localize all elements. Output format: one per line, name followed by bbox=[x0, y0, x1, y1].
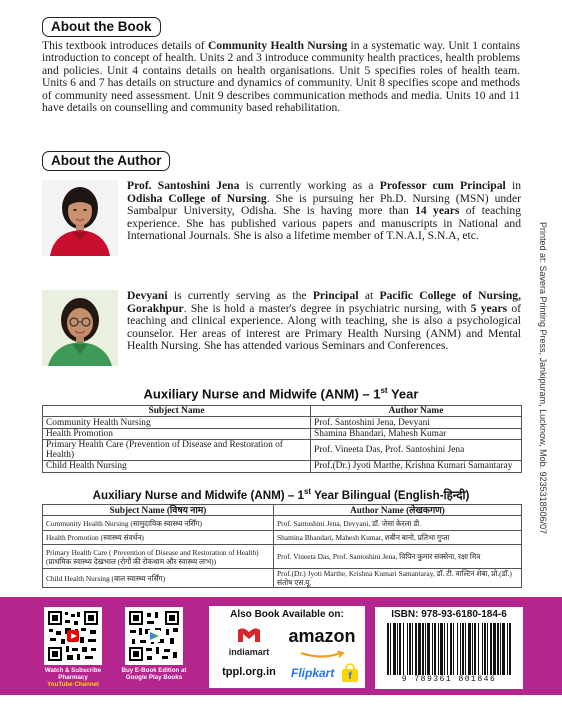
book-availability-box bbox=[209, 606, 365, 688]
barcode-bar bbox=[418, 623, 421, 675]
about-book-heading: About the Book bbox=[42, 17, 161, 37]
author-cell: Shamina Bhandari, Mahesh Kumar bbox=[311, 428, 522, 439]
barcode-bar bbox=[415, 623, 417, 675]
author-bio-santoshini-segment: in bbox=[505, 179, 521, 192]
author-bio-devyani bbox=[127, 290, 521, 353]
about-book-text-segment: Community Health Nursing bbox=[207, 39, 348, 52]
column-header-author: Author Name (लेखकगण) bbox=[274, 505, 522, 516]
barcode-bar bbox=[497, 623, 499, 675]
youtube-qr-label: Watch & Subscribe Pharmacy YouTube Channel bbox=[44, 667, 102, 688]
barcode-bar bbox=[507, 623, 508, 675]
barcode-bar bbox=[482, 623, 483, 675]
author-bio-santoshini-segment: . She is pursuing her Ph.D. Nursing (MSN) under Sambalpur University, Odisha. She is having more than bbox=[127, 191, 521, 218]
qr-code-icon bbox=[47, 610, 99, 662]
barcode-bar bbox=[444, 623, 445, 675]
table-row bbox=[43, 569, 522, 588]
svg-text:f: f bbox=[348, 671, 352, 682]
author-bio-devyani-segment: at bbox=[358, 289, 380, 302]
isbn-number: ISBN: 978-93-6180-184-6 bbox=[391, 609, 507, 620]
author-bio-santoshini-segment: Professor cum Principal bbox=[379, 179, 506, 192]
indiamart-logo-icon bbox=[236, 626, 262, 642]
flipkart-label: Flipkart bbox=[291, 666, 335, 680]
subject-cell: Health Promotion (स्वास्थ्य संवर्धन) bbox=[43, 531, 274, 545]
barcode-bar bbox=[434, 623, 436, 675]
author-cell: Shamina Bhandari, Mahesh Kumar, शबीन बानो, प्रतिभा गुप्ता bbox=[274, 531, 522, 545]
barcode-bar bbox=[465, 623, 466, 675]
stores-title: Also Book Available on: bbox=[230, 609, 344, 620]
author-bio-santoshini-segment: Prof. Santoshini Jena bbox=[127, 179, 240, 192]
author-bio-santoshini bbox=[127, 180, 521, 243]
column-header-author: Author Name bbox=[311, 406, 522, 417]
barcode-bar bbox=[493, 623, 496, 675]
barcode-bar bbox=[422, 623, 424, 675]
subject-cell: Health Promotion bbox=[43, 428, 311, 439]
amazon-label: amazon bbox=[288, 626, 356, 646]
author-bio-devyani-segment: Devyani bbox=[127, 289, 168, 302]
author-bio-devyani-segment: is currently serving as the bbox=[167, 289, 313, 302]
youtube-qr-code[interactable] bbox=[44, 607, 102, 665]
table-row bbox=[43, 417, 522, 428]
barcode-bar bbox=[474, 623, 476, 675]
barcode-bar bbox=[500, 623, 501, 675]
anm-subjects-table bbox=[42, 405, 522, 473]
printer-credit: Printed at: Savera Printing Press, Jankipuram, Lucknow, Mob. 9235318506/07 bbox=[538, 222, 548, 535]
barcode-bar bbox=[450, 623, 452, 675]
isbn-box bbox=[375, 607, 523, 689]
footer-band bbox=[0, 597, 562, 695]
table-row bbox=[43, 545, 522, 569]
google-play-qr-code[interactable] bbox=[125, 607, 183, 665]
barcode-digits: 9 789361 801846 bbox=[401, 675, 497, 684]
barcode-bar bbox=[407, 623, 408, 675]
barcode-bar bbox=[468, 623, 471, 675]
barcode-bar bbox=[484, 623, 486, 675]
table-header-row bbox=[43, 406, 522, 417]
author-bio-devyani-segment: Pacific College of Nursing, Gorakhpur bbox=[127, 289, 522, 315]
author-bio-santoshini-segment: Odisha College of Nursing bbox=[127, 191, 267, 205]
about-book-text-segment: This textbook introduces details of bbox=[42, 39, 208, 52]
barcode-bar bbox=[427, 623, 430, 675]
barcode-bar bbox=[387, 623, 389, 675]
subject-cell: Child Health Nursing (बाल स्वास्थ्य नर्सिंग) bbox=[43, 569, 274, 588]
barcode-bar bbox=[397, 623, 398, 675]
subject-cell: Community Health Nursing bbox=[43, 417, 311, 428]
subject-cell: Child Health Nursing bbox=[43, 461, 311, 472]
table-row bbox=[43, 516, 522, 531]
author-cell: Prof.(Dr.) Jyoti Marthe, Krishna Kumari Samantaray bbox=[311, 461, 522, 472]
author-bio-devyani-segment: . She is hold a master's degree in psychiatric nursing, with bbox=[183, 301, 471, 315]
barcode-bar bbox=[425, 623, 426, 675]
google-play-qr-label: Buy E-Book Edition at Google Play Books bbox=[121, 667, 187, 681]
subject-cell: Primary Health Care ( Prevention of Disease and Restoration of Health) (प्राथमिक स्वास्थ्य देखभाल (रोगों की रोकथाम और स्वास्थ्य लाभ)) bbox=[43, 545, 274, 569]
barcode-bar bbox=[462, 623, 464, 675]
barcode-bar bbox=[502, 623, 505, 675]
table2-title: Auxiliary Nurse and Midwife (ANM) – 1st Year Bilingual (English-हिन्दी) bbox=[92, 487, 470, 502]
column-header-subject: Subject Name bbox=[43, 406, 311, 417]
barcode-bar bbox=[432, 623, 433, 675]
author-photo-devyani bbox=[42, 290, 118, 366]
table-row bbox=[43, 461, 522, 472]
author-bio-devyani-segment: 5 years bbox=[470, 301, 508, 315]
author-portrait-2 bbox=[42, 290, 118, 366]
author-bio-devyani-segment: of teaching and clinical experience. Along with teaching, she is also a psychological counselor. Her areas of interest are Primary Health Nursing (ANM) and Mental Health Nursing. She has attended various Seminars and Conferences. bbox=[127, 301, 522, 353]
amazon-smile-icon bbox=[297, 651, 347, 659]
author-bio-santoshini-segment: 14 years bbox=[415, 204, 460, 218]
author-photo-santoshini bbox=[42, 180, 118, 256]
barcode-bar bbox=[490, 623, 492, 675]
barcode-bar bbox=[403, 623, 404, 675]
barcode-bar bbox=[438, 623, 439, 675]
flipkart-bag-icon bbox=[341, 663, 359, 683]
flipkart-link[interactable] bbox=[291, 661, 361, 685]
qr-code-icon bbox=[128, 610, 180, 662]
author-bio-santoshini-segment: of teaching experience. She has published various papers and manuscripts in National and International Journals. She is also a lifetime member of T.N.A.I, S.N.A, etc. bbox=[127, 204, 522, 243]
barcode-bar bbox=[412, 623, 413, 675]
author-cell: Prof. Santoshini Jena, Devyani bbox=[311, 417, 522, 428]
table-row bbox=[43, 440, 522, 461]
author-cell: Prof. Santoshini Jena, Devyani, डॉ. जेसा केरला डी. bbox=[274, 516, 522, 531]
barcode-bar bbox=[453, 623, 454, 675]
barcode-bar bbox=[460, 623, 461, 675]
table-header-row bbox=[43, 505, 522, 516]
barcode-bar bbox=[447, 623, 448, 675]
barcode-bar bbox=[472, 623, 473, 675]
barcode-bar bbox=[457, 623, 458, 675]
amazon-link[interactable] bbox=[283, 626, 361, 656]
barcode-bar bbox=[478, 623, 479, 675]
author-cell: Prof. Vineeta Das, Prof. Santoshini Jena, विपिन कुमार सक्सेना, रक्षा मित्र bbox=[274, 545, 522, 569]
author-bio-devyani-segment: Principal bbox=[312, 289, 359, 302]
about-book-text-segment: in a systematic way. Unit 1 contains introduction to concept of health. Units 2 and 3 introduce community health practices, health problems and policies. Unit 4 contains details on health organisations. Unit 5 specifies roles of health team. Units 6 and 7 has details on structure and dynamics of community. Unit 8 specifies scope and methods of community need assessment. Unit 9 describes communication methods and media. Units 10 and 11 have details on counselling and community based rehabilitation. bbox=[42, 39, 520, 115]
barcode-bar bbox=[440, 623, 443, 675]
tppl-website-link[interactable]: tppl.org.in bbox=[222, 666, 276, 678]
barcode-bar bbox=[399, 623, 401, 675]
barcode-bar bbox=[409, 623, 411, 675]
barcode-bar bbox=[487, 623, 488, 675]
column-header-subject: Subject Name (विषय नाम) bbox=[43, 505, 274, 516]
anm-bilingual-table bbox=[42, 504, 522, 588]
barcode-bar bbox=[509, 623, 511, 675]
table-row bbox=[43, 428, 522, 439]
indiamart-link[interactable] bbox=[219, 626, 279, 656]
author-portrait-1 bbox=[42, 180, 118, 256]
author-cell: Prof. Vineeta Das, Prof. Santoshini Jena bbox=[311, 440, 522, 461]
table-row bbox=[43, 531, 522, 545]
about-book-text bbox=[42, 40, 520, 114]
author-bio-santoshini-segment: is currently working as a bbox=[239, 179, 380, 192]
barcode-bar bbox=[393, 623, 396, 675]
subject-cell: Primary Health Care (Prevention of Disease and Restoration of Health) bbox=[43, 440, 311, 461]
barcode-bar bbox=[390, 623, 391, 675]
subject-cell: Community Health Nursing (सामुदायिक स्वास्थ्य नर्सिंग) bbox=[43, 516, 274, 531]
author-cell: Prof.(Dr.) Jyoti Marthe, Krishna Kumari Samantaray, डॉ. टी. वाल्टिन शेबा, प्रो.(डॉ.) संतोष एस.यू. bbox=[274, 569, 522, 588]
indiamart-label: indiamart bbox=[228, 647, 270, 657]
about-author-heading: About the Author bbox=[42, 151, 170, 171]
barcode-icon bbox=[385, 623, 513, 675]
table1-title: Auxiliary Nurse and Midwife (ANM) – 1st Year bbox=[143, 386, 419, 402]
